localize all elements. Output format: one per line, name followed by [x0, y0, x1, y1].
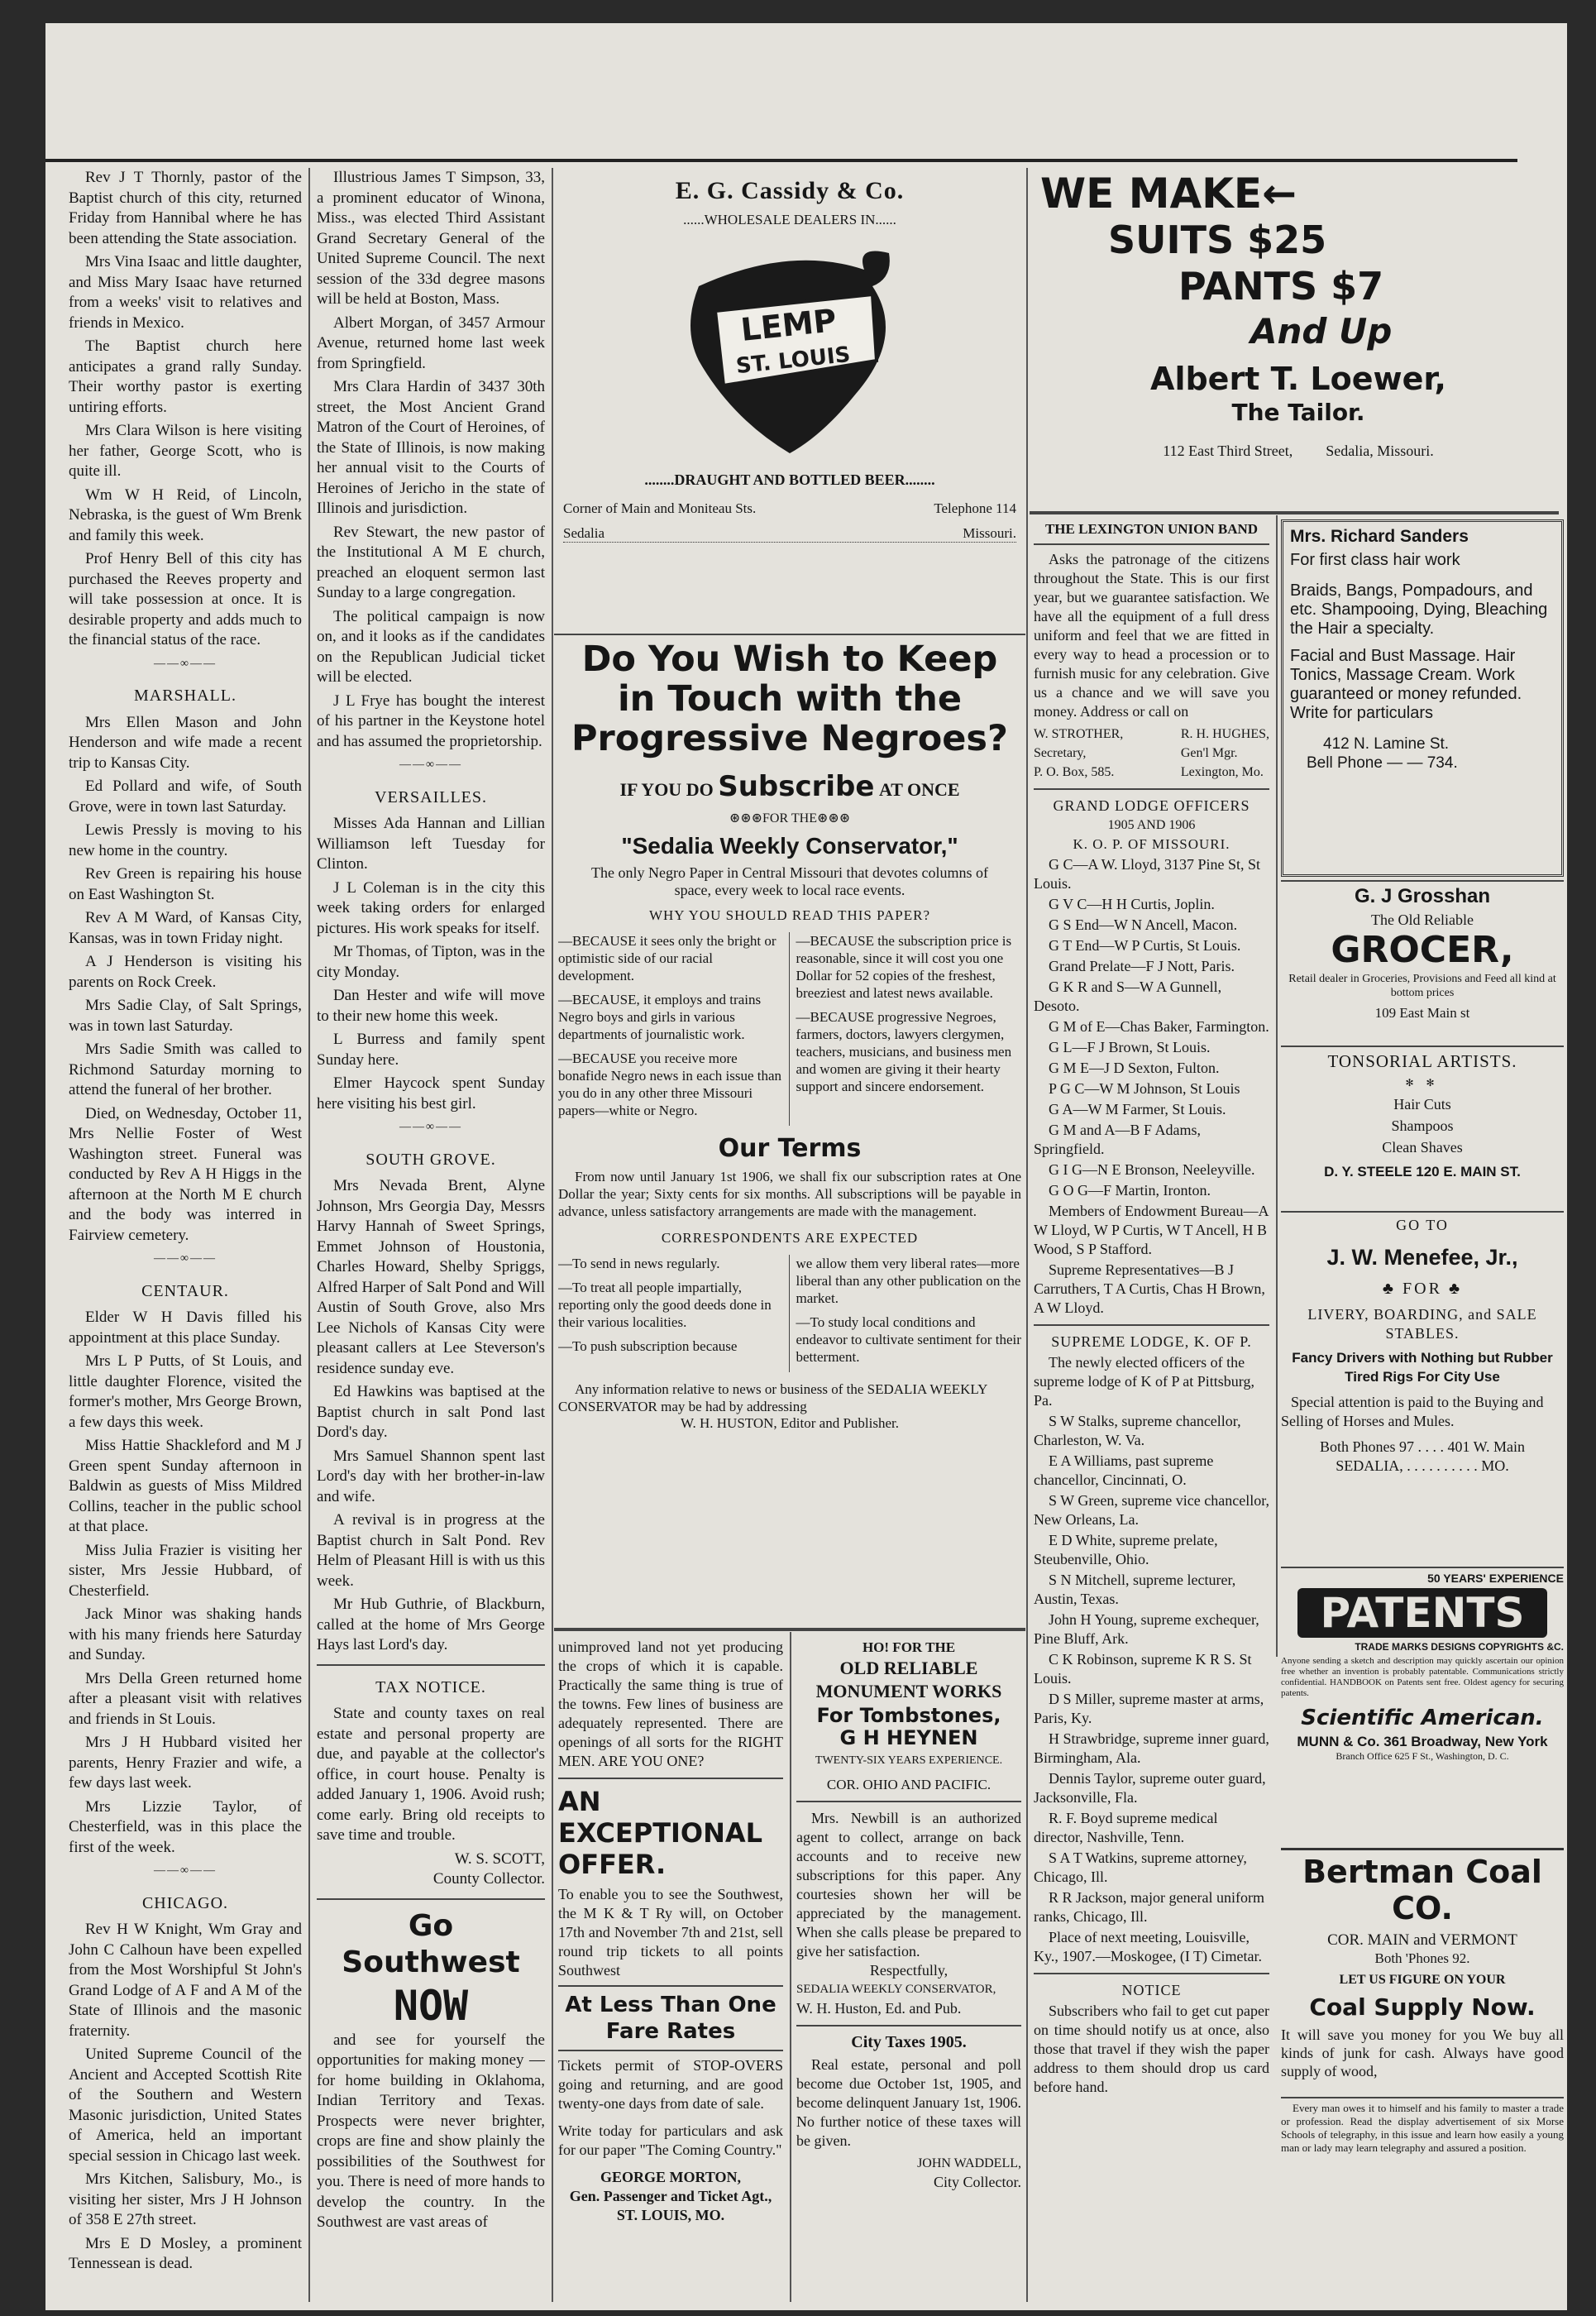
column-rule — [1026, 168, 1028, 2302]
telegraphy-notice: Every man owes it to himself and his family to master a trade or profession. Read the display advertisement of six Morse Schools of telegraphy, in this issue and learn how easily a young man or lady may learn telegraphy and assured a position. — [1281, 2102, 1564, 2154]
ad-text: TRADE MARKS DESIGNS COPYRIGHTS &C. — [1355, 1641, 1564, 1653]
section-heading: TAX NOTICE. — [375, 1677, 486, 1696]
news-item: Dan Hester and wife will move to their new home this week. — [317, 987, 545, 1025]
ad-text: Any information relative to news or business of the SEDALIA WEEKLY CONSERVATOR may be had by addressing — [558, 1381, 987, 1414]
divider-ornament: ——∞—— — [154, 1252, 217, 1265]
contact-title: Gen'l Mgr. — [1180, 746, 1238, 760]
ad-text: MUNN & Co. 361 Broadway, New York — [1297, 1734, 1548, 1749]
news-item: J L Frye has bought the interest of his partner in the Keystone hotel and has assumed the proprietorship. — [317, 691, 545, 750]
duty: —To treat all people impartially, reporting only the good deeds done in their various localities. — [558, 1280, 772, 1330]
section-heading: City Taxes 1905. — [851, 2033, 967, 2051]
address: 112 East Third Street, — [1163, 443, 1293, 459]
list-item: Supreme Representatives—B J Carruthers, T A Curtis, Chas H Brown, A W Lloyd. — [1034, 1261, 1265, 1316]
news-item: Prof Henry Bell of this city has purchased the Reeves property and will take possession at once. It is desirable property and adds much to the financial status of the race. — [69, 550, 302, 648]
section-heading: CENTAUR. — [141, 1281, 229, 1300]
news-item: Jack Minor was shaking hands with his many friends here Saturday and Sunday. — [69, 1605, 302, 1663]
conservator-ad: Do You Wish to Keep in Touch with the Progressive Negroes? IF YOU DO Subscribe AT ONCE ⊛⊛⊛FOR THE⊛⊛⊛ "Sedalia Weekly Conservator," The only Negro Paper in Central Missouri that devotes columns of space, every week to local race events. WHY YOU SHOULD READ THIS PAPER? —BECAUSE it sees only the bright or optimistic side of our racial development. —BECAUSE, it employs and trains Negro boys and girls in various departments of journalistic work. —BECAUSE you receive more bonafide Negro news in each issue than you do in any other three Missouri papers—white or Negro. —BECAUSE the subscription price is reasonable, since it will cost you one Dollar for 52 copies of the freshest, breeziest and latest news available. —BECAUSE progressive Negroes, farmers, doctors, lawyers clergymen, teachers, musicians, and business men and women are giving it their hearty support and sincere endorsement. Our Terms From now until January 1st 1906, we shall fix our subscription rates at One Dollar the year; Sixty cents for six months. All subscriptions will be payable in advance, unless satisfactory arrangements are made with the management. CORRESPONDENTS ARE EXPECTED —To send in news regularly. —To treat all people impartially, reporting only the good deeds done in their various localities. —To push subscription because we allow them very liberal rates—more liberal than any other publication on the market. —To study local conditions and endeavor to cultivate sentiment for their betterment. Any information relative to news or business of the SEDALIA WEEKLY CONSERVATOR may be had by addressing W. H. HUSTON, Editor and Publisher. — [558, 639, 1021, 1431]
clover-icon: ♣ — [1382, 1280, 1397, 1298]
column-2 — [317, 168, 545, 2294]
list-item: P G C—W M Johnson, St Louis — [1049, 1080, 1240, 1097]
section-heading: GRAND LODGE OFFICERS — [1053, 797, 1250, 814]
ad-name: Albert T. Loewer, — [1150, 361, 1446, 397]
list-item: Place of next meeting, Louisville, Ky., 1907.—Moskogee, (I T) Cimetar. — [1034, 1929, 1262, 1964]
list-item: D S Miller, supreme master at arms, Paris, Ky. — [1034, 1691, 1264, 1726]
list-item: H Strawbridge, supreme inner guard, Birmingham, Ala. — [1034, 1730, 1269, 1766]
news-item: Mrs Della Green returned home after a pleasant visit with relatives and friends in St Louis. — [69, 1669, 302, 1728]
ad-headline: For Tombstones, — [816, 1704, 1001, 1727]
ad-body: To enable you to see the Southwest, the M K & T Ry will, on October 17th and November 7th and 21st, sell round trip tickets to all points Southwest — [558, 1886, 783, 1979]
ad-text: Fancy Drivers with Nothing but Rubber Tired Rigs For City Use — [1292, 1350, 1553, 1385]
list-item: C K Robinson, supreme K R S. St Louis. — [1034, 1651, 1252, 1687]
ad-text: FOR THE — [762, 811, 817, 825]
ad-headline: Bertman Coal CO. — [1302, 1854, 1542, 1926]
ad-text: Anyone sending a sketch and description may quickly ascertain our opinion free whether an invention is probably patentable. Communications strictly confidential. HANDBOOK on Patents sent free. Oldest agency for securing patents. — [1281, 1656, 1564, 1698]
supreme-officers-list — [1034, 1353, 1269, 1966]
column-5 — [1034, 519, 1269, 2298]
divider-ornament: ——∞—— — [399, 758, 462, 771]
ad-title: E. G. Cassidy & Co. — [675, 177, 905, 204]
news-item: Wm W H Reid, of Lincoln, Nebraska, is the guest of Wm Brenk and family this week. — [69, 486, 302, 544]
cassidy-ad — [558, 170, 1021, 634]
news-item: Mrs Samuel Shannon spent last Lord's day with her brother-in-law and wife. — [317, 1447, 545, 1505]
ad-text: The Old Reliable — [1371, 912, 1474, 928]
ad-body: Write today for particulars and ask for our paper "The Coming Country." — [558, 2122, 783, 2158]
duty: —To push subscription because — [558, 1338, 738, 1354]
news-item: Mrs J H Hubbard visited her parents, Henry Frazier and wife, a few days last week. — [69, 1734, 302, 1792]
ad-text: IF YOU DO — [619, 779, 714, 800]
duty: —To send in news regularly. — [558, 1256, 720, 1271]
city: Sedalia — [563, 525, 605, 541]
signature: W. H. Huston, Ed. and Pub. — [796, 2000, 962, 2017]
logo-text: LEMP — [738, 302, 839, 349]
news-item: Rev Stewart, the new pastor of the Institutional A M E church, preached an eloquent sermon last Sunday to a large congregation. — [317, 523, 545, 601]
news-item: United Supreme Council of the Ancient and Accepted Scottish Rite of the Southern and Western Masonic jurisdiction, United States of America, held an important special session in Chicago last week. — [69, 2046, 302, 2165]
news-item: Mrs Clara Hardin of 3437 30th street, the Most Ancient Grand Matron of the Court of Heroines, of the State of Illinois, is now making her annual visit to the Courts of Heroines of Jericho in the state of Illinois and jurisdiction. — [317, 378, 545, 517]
ad-name: Mrs. Richard Sanders — [1290, 527, 1469, 546]
divider — [554, 634, 1025, 635]
southwest-ad-continued — [558, 1638, 783, 2299]
address: 412 N. Lamine St. — [1323, 735, 1450, 753]
sanders-ad — [1281, 519, 1564, 877]
ad-name: G H HEYNEN — [839, 1726, 978, 1749]
top-rule — [45, 159, 1517, 162]
list-item: S W Green, supreme vice chancellor, New Orleans, La. — [1034, 1492, 1269, 1528]
section-subheading: K. O. P. OF MISSOURI. — [1073, 836, 1230, 852]
ad-text: The only Negro Paper in Central Missouri that devotes columns of space, every week to local race events. — [591, 864, 988, 898]
news-item: Miss Hattie Shackleford and M J Green spent Sunday afternoon in Baldwin as guests of Miss Mildred Collins, teacher in the public school at that place. — [69, 1437, 302, 1535]
ad-text: It will save you money for you We buy all kinds of junk for cash. Always have good supply of wood, — [1281, 2026, 1564, 2079]
duties-left — [558, 1255, 790, 1372]
news-item: Mrs Ellen Mason and John Henderson and wife made a recent trip to Kansas City. — [69, 713, 302, 772]
notice-text: Subscribers who fail to get cut paper on time should notify us at once, also those that travel if they wish the paper address to them should drop us card before hand. — [1034, 2003, 1269, 2095]
ad-text: LET US FIGURE ON YOUR — [1339, 1973, 1506, 1987]
address: COR. MAIN and VERMONT — [1327, 1931, 1517, 1949]
duty: —To study local conditions and endeavor to cultivate sentiment for their betterment. — [796, 1314, 1021, 1365]
reason: —BECAUSE, it employs and trains Negro boys and girls in various departments of journalistic work. — [558, 992, 762, 1042]
ad-text: Braids, Bangs, Pompadours, and etc. Shampooing, Dying, Bleaching the Hair a specialty. — [1290, 581, 1548, 638]
list-item: R. F. Boyd supreme medical director, Nashville, Tenn. — [1034, 1810, 1218, 1845]
list-item: G M of E—Chas Baker, Farmington. — [1049, 1018, 1269, 1035]
tonsorial-ad: TONSORIAL ARTISTS. ✻ ✻ Hair Cuts Shampoos Clean Shaves D. Y. STEELE 120 E. MAIN ST. — [1281, 1050, 1564, 1208]
contact-address: P. O. Box, 585. — [1034, 765, 1115, 779]
divider — [554, 1628, 1025, 1631]
news-item: A revival is in progress at the Baptist church in Salt Pond. Rev Helm of Pleasant Hill is with us this week. — [317, 1511, 545, 1590]
ad-subtitle: ......WHOLESALE DEALERS IN...... — [683, 212, 896, 227]
patents-ad — [1281, 1572, 1564, 1845]
signature: W. H. HUSTON, Editor and Publisher. — [681, 1415, 899, 1431]
ad-text: Special attention is paid to the Buying and Selling of Horses and Mules. — [1281, 1394, 1544, 1429]
news-item: Rev Green is repairing his house on East Washington St. — [69, 865, 302, 903]
ad-text: FOR — [1402, 1280, 1442, 1298]
column-1 — [69, 168, 302, 2278]
duties-right — [796, 1255, 1022, 1372]
news-item: Rev A M Ward, of Kansas City, Kansas, was in town Friday night. — [69, 909, 302, 947]
ad-headline: PATENTS — [1297, 1588, 1547, 1638]
list-item: R R Jackson, major general uniform ranks, Chicago, Ill. — [1034, 1889, 1264, 1925]
address: Corner of Main and Moniteau Sts. — [563, 500, 757, 516]
list-item: G T End—W P Curtis, St Louis. — [1049, 937, 1241, 954]
section-heading: CHICAGO. — [141, 1893, 229, 1912]
ad-headline: At Less Than One Fare Rates — [565, 1993, 776, 2044]
service: Hair Cuts — [1393, 1096, 1451, 1113]
ad-text: TWENTY-SIX YEARS EXPERIENCE. — [815, 1754, 1003, 1767]
list-item: John H Young, supreme exchequer, Pine Bluff, Ark. — [1034, 1611, 1259, 1647]
news-item: Mrs E D Mosley, a prominent Tennessean is dead. — [69, 2234, 302, 2272]
news-item: J L Coleman is in the city this week taking orders for enlarged pictures. His work speaks for itself. — [317, 878, 545, 937]
address: D. Y. STEELE 120 E. MAIN ST. — [1324, 1164, 1521, 1180]
news-item: Mrs Clara Wilson is here visiting her father, George Scott, who is quite ill. — [69, 422, 302, 480]
list-item: E D White, supreme prelate, Steubenville, Ohio. — [1034, 1532, 1218, 1567]
list-item: G S End—W N Ancell, Macon. — [1049, 916, 1238, 933]
news-item: Elmer Haycock spent Sunday here visiting his best girl. — [317, 1074, 545, 1113]
list-item: G K R and S—W A Gunnell, Desoto. — [1034, 979, 1222, 1014]
list-item: S N Mitchell, supreme lecturer, Austin, Texas. — [1034, 1572, 1236, 1607]
contact-title: Secretary, — [1034, 746, 1087, 760]
service: Clean Shaves — [1382, 1139, 1463, 1156]
section-heading: MARSHALL. — [133, 687, 237, 705]
contact-name: W. STROTHER, — [1034, 727, 1124, 741]
ad-text: Branch Office 625 F St., Washington, D. C. — [1336, 1750, 1509, 1762]
ad-text: LIVERY, BOARDING, and SALE STABLES. — [1307, 1306, 1537, 1342]
state: Missouri. — [963, 525, 1016, 541]
reason: —BECAUSE progressive Negroes, farmers, doctors, lawyers clergymen, teachers, musicians, and business men and women are giving it their hearty support and sincere endorsement. — [796, 1009, 1012, 1094]
ad-text: GO TO — [1396, 1217, 1449, 1233]
ad-headline: Coal Supply Now. — [1309, 1993, 1536, 2021]
address: 109 East Main st — [1374, 1005, 1470, 1021]
column-rule — [308, 168, 310, 2302]
signature-title: County Collector. — [432, 1870, 545, 1888]
ad-headline: SUITS $25 — [1108, 218, 1327, 262]
news-item: Mr Thomas, of Tipton, was in the city Monday. — [317, 943, 545, 981]
ad-headline: OLD RELIABLE MONUMENT WORKS — [815, 1658, 1002, 1701]
loewer-tailor-ad — [1034, 170, 1563, 510]
news-item: Mrs Kitchen, Salisbury, Mo., is visiting her sister, Mrs J H Johnson of 358 E 27th street. — [69, 2170, 302, 2228]
tax-notice-text: State and county taxes on real estate and personal property are due, and payable at the collector's office, in court house. Penalty is added January 1, 1906. Avoid rush; come early. Bring old receipts to save time and trouble. — [317, 1705, 545, 1844]
ad-text: Retail dealer in Groceries, Provisions and Feed all kind at bottom prices — [1288, 973, 1556, 999]
ad-headline: WE MAKE← — [1040, 170, 1297, 218]
signature: JOHN WADDELL, — [917, 2156, 1021, 2170]
divider — [317, 1664, 545, 1666]
ad-body: Tickets permit of STOP-OVERS going and returning, and are good twenty-one days from date of sale. — [558, 2057, 783, 2112]
signature: GEORGE MORTON, — [600, 2169, 742, 2185]
monument-and-notices — [796, 1638, 1021, 2299]
notice-text: Real estate, personal and poll become due October 1st, 1905, and become delinquent January 1st, 1906. No further notice of these taxes will be given. — [796, 2056, 1021, 2149]
divider — [1030, 511, 1559, 514]
section-heading: VERSAILLES. — [375, 787, 487, 806]
ad-text: For first class hair work — [1290, 551, 1460, 569]
reason: —BECAUSE it sees only the bright or optimistic side of our racial development. — [558, 933, 776, 983]
phone: Both Phones 97 . . . . 401 W. Main — [1319, 1438, 1526, 1455]
list-item: The newly elected officers of the supreme lodge of K of P at Pittsburg, Pa. — [1034, 1354, 1254, 1409]
column-rule — [552, 168, 553, 2302]
lemp-shield-logo — [666, 237, 914, 460]
column-rule — [1276, 515, 1278, 1657]
list-item: Grand Prelate—F J Nott, Paris. — [1049, 958, 1235, 974]
news-item: Ed Hawkins was baptised at the Baptist church in salt Pond last Dord's day. — [317, 1383, 545, 1441]
list-item: G C—A W. Lloyd, 3137 Pine St, St Louis. — [1034, 856, 1261, 892]
contact-address: Lexington, Mo. — [1180, 765, 1264, 779]
news-item: Mrs Sadie Smith was called to Richmond Saturday morning to attend the funeral of her brother. — [69, 1041, 302, 1098]
list-item: S W Stalks, supreme chancellor, Charleston, W. Va. — [1034, 1413, 1241, 1448]
ad-headline: PANTS $7 — [1178, 264, 1384, 309]
news-item: Misses Ada Hannan and Lillian Williamson left Tuesday for Clinton. — [317, 815, 545, 873]
reason: —BECAUSE you receive more bonafide Negro news in each issue than you do in any other three Missouri papers—white or Negro. — [558, 1050, 782, 1118]
news-item: A J Henderson is visiting his parents on Rock Creek. — [69, 953, 302, 991]
reasons-left — [558, 932, 790, 1126]
reasons-right — [796, 932, 1022, 1126]
list-item: G V C—H H Curtis, Joplin. — [1049, 896, 1215, 912]
list-item: Members of Endowment Bureau—A W Lloyd, W P Curtis, W T Ancell, H B Wood, S P Stafford. — [1034, 1203, 1269, 1257]
newspaper-page — [45, 23, 1567, 2310]
column-6 — [1281, 519, 1564, 2298]
divider-ornament: ——∞—— — [399, 1121, 462, 1133]
news-item: Mrs L P Putts, of St Louis, and little daughter Florence, visited the former's mother, Mrs George Brown, a few days this week. — [69, 1352, 302, 1431]
news-item: Mrs Sadie Clay, of Salt Springs, was in town last Saturday. — [69, 997, 302, 1035]
news-item: Mrs Vina Isaac and little daughter, and Miss Mary Isaac have returned from a weeks' visit to relatives and friends in Mexico. — [69, 253, 302, 332]
news-item: Miss Julia Frazier is visiting her sister, Mrs Jessie Hubbard, of Chesterfield. — [69, 1541, 302, 1600]
ad-headline: GROCER, — [1331, 929, 1514, 971]
ad-headline: Do You Wish to Keep in Touch with the Progressive Negroes? — [571, 639, 1008, 759]
signature: Respectfully, — [869, 1962, 949, 1979]
lodge-officers-list — [1034, 855, 1269, 1318]
list-item: E A Williams, past supreme chancellor, Cincinnati, O. — [1034, 1452, 1214, 1488]
contact-name: R. H. HUGHES, — [1180, 727, 1269, 741]
ad-headline: Go Southwest — [342, 1908, 520, 1979]
section-heading: NOTICE — [1121, 1982, 1182, 1998]
ad-subtitle: The Tailor. — [1231, 399, 1365, 426]
list-item: S A T Watkins, supreme attorney, Chicago, Ill. — [1034, 1849, 1247, 1885]
section-subheading: 1905 AND 1906 — [1107, 818, 1196, 832]
paper-name: "Sedalia Weekly Conservator," — [621, 833, 958, 859]
local-news — [69, 168, 302, 651]
list-item: G O G—F Martin, Ironton. — [1049, 1182, 1211, 1199]
ad-text: AT ONCE — [878, 779, 960, 800]
ad-body: unimproved land not yet producing the crops of which it is capable. Practically the same thing is true of the towns. Few lines of business are adequately represented. There are openings of all sorts for the RIGHT MEN. ARE YOU ONE? — [558, 1639, 783, 1769]
phone: Bell Phone — — 734. — [1307, 754, 1458, 772]
ad-headline: AN EXCEPTIONAL OFFER. — [558, 1786, 763, 1880]
ad-text: COR. OHIO AND PACIFIC. — [826, 1777, 992, 1792]
news-item: Mrs Nevada Brent, Alyne Johnson, Mrs Georgia Day, Messrs Harvy Hannah of Sweet Springs, Emmet Johnson of Houstonia, Charles Howard, Shelby Spriggs, Alfred Harper of Salt Pond and Will Austin of South Grove, also Mrs Lee Nichols of Kansas City were pleasant callers at Lee Steverson's residence sunday eve. — [317, 1177, 545, 1377]
news-item: Albert Morgan, of 3457 Armour Avenue, returned home last week from Springfield. — [317, 313, 545, 372]
divider-ornament: ——∞—— — [154, 657, 217, 670]
news-item: Rev J T Thornly, pastor of the Baptist church of this city, returned Friday from Hannibal where he has been attending the State association. — [69, 169, 302, 247]
ad-body: and see for yourself the opportunities for making money — for home building in Oklahoma, Indian Territory and Texas. Prospects were never brighter, crops are fine and show plainly the possibilities of the Southwest for you. There is need of more hands to develop the country. In the Southwest are vast areas of — [317, 2031, 545, 2231]
clover-icon: ♣ — [1448, 1280, 1463, 1298]
section-heading: SUPREME LODGE, K. OF P. — [1051, 1333, 1252, 1350]
news-item: Mrs Lizzie Taylor, of Chesterfield, was in this place the first of the week. — [69, 1797, 302, 1856]
signature-title: City Collector. — [934, 2174, 1021, 2190]
news-item: Lewis Pressly is moving to his new home in the country. — [69, 821, 302, 859]
terms-text: From now until January 1st 1906, we shall fix our subscription rates at One Dollar the year; Sixty cents for six months. All subscriptions will be payable in advance, unless satisfactory arrangements are made with the management. — [558, 1169, 1021, 1219]
telephone: Telephone 114 — [934, 500, 1016, 516]
section-heading: CORRESPONDENTS ARE EXPECTED — [661, 1230, 919, 1246]
list-item: G A—W M Farmer, St Louis. — [1049, 1101, 1226, 1117]
news-item: The Baptist church here anticipates a grand rally Sunday. Their worthy pastor is exerting untiring efforts. — [69, 337, 302, 416]
ad-headline: NOW — [393, 1981, 469, 2030]
signature-title: Gen. Passenger and Ticket Agt., — [569, 2188, 772, 2204]
ad-headline: TONSORIAL ARTISTS. — [1327, 1051, 1517, 1071]
service: Shampoos — [1391, 1117, 1454, 1134]
column-rule — [790, 1632, 791, 2302]
news-item: Died, on Wednesday, October 11, Mrs Nellie Foster of West Washington street. Funeral was conducted by Rev A H Higgs in the afternoon at the North M E church and the body was interred in Fairview cemetery. — [69, 1104, 302, 1244]
logo-text: ST. LOUIS — [734, 342, 852, 380]
ad-headline: And Up — [1250, 311, 1393, 352]
ad-text: WHY YOU SHOULD READ THIS PAPER? — [648, 907, 930, 923]
list-item: G L—F J Brown, St Louis. — [1049, 1039, 1211, 1055]
list-item: Dennis Taylor, supreme outer guard, Jacksonville, Fla. — [1034, 1770, 1266, 1806]
ad-name: J. W. Menefee, Jr., — [1326, 1245, 1518, 1270]
list-item: G M and A—B F Adams, Springfield. — [1034, 1122, 1202, 1157]
signature: W. S. SCOTT, — [454, 1849, 545, 1868]
ad-headline: Scientific American. — [1301, 1706, 1544, 1730]
city: Sedalia, Missouri. — [1326, 443, 1434, 459]
ad-name: G. J Grosshan — [1354, 885, 1491, 907]
news-item: The political campaign is now on, and it looks as if the candidates on the Republican Judicial ticket will be elected. — [317, 607, 545, 686]
news-item: Ed Pollard and wife, of South Grove, were in town last Saturday. — [69, 778, 302, 816]
news-item: Illustrious James T Simpson, 33, a prominent educator of Winona, Miss., was elected Third Assistant Grand Secretary General of the United Supreme Council. The next session of the 33d degree masons will be held at Boston, Mass. — [317, 169, 545, 308]
ad-text: HO! FOR THE — [862, 1639, 956, 1655]
divider — [317, 1898, 545, 1900]
ad-text: 50 YEARS' EXPERIENCE — [1427, 1572, 1564, 1585]
duty: we allow them very liberal rates—more liberal than any other publication on the market. — [796, 1256, 1021, 1306]
section-heading: THE LEXINGTON UNION BAND — [1044, 521, 1259, 537]
divider-ornament: ——∞—— — [154, 1864, 217, 1877]
ad-text: Facial and Bust Massage. Hair Tonics, Massage Cream. Work guaranteed or money refunded. Write for particulars — [1290, 647, 1522, 722]
ad-line: ........DRAUGHT AND BOTTLED BEER........ — [644, 471, 935, 488]
list-item: G I G—N E Bronson, Neeleyville. — [1049, 1161, 1255, 1178]
grosshan-ad — [1281, 885, 1564, 1042]
signature: SEDALIA WEEKLY CONSERVATOR, — [796, 1983, 996, 1996]
list-item: G M E—J D Sexton, Fulton. — [1049, 1060, 1220, 1076]
news-item: Elder W H Davis filled his appointment at this place Sunday. — [69, 1309, 302, 1347]
bertman-ad — [1281, 1854, 1564, 2093]
news-item: Rev H W Knight, Wm Gray and John C Calhoun have been expelled from the Most Worshipful St John's Grand Lodge of A F and A M of the State of Illinois and the masonic fraternity. — [69, 1921, 302, 2040]
menefee-ad — [1281, 1216, 1564, 1563]
band-text: Asks the patronage of the citizens throughout the State. This is our first year, but we guarantee satisfaction. We have all the equipment of a full dress uniform and feel that we are fitted in every way to head a procession or to furnish music for any celebration. Give us a chance and we will save you money. Address or call on — [1034, 551, 1269, 720]
terms-heading: Our Terms — [718, 1134, 862, 1163]
news-item: L Burress and family spent Sunday here. — [317, 1031, 545, 1069]
phone: Both 'Phones 92. — [1374, 1950, 1470, 1966]
ad-text: Subscribe — [718, 770, 875, 803]
news-item: Mr Hub Guthrie, of Blackburn, called at the home of Mrs George Hays last Lord's day. — [317, 1596, 545, 1653]
notice-text: Mrs. Newbill is an authorized agent to collect, arrange on back accounts and to receive new subscriptions for this paper. Any courtesies shown her will be appreciated by the management. When she calls please be prepared to give her satisfaction. — [796, 1810, 1021, 1960]
city: SEDALIA, . . . . . . . . . . MO. — [1336, 1457, 1509, 1474]
reason: —BECAUSE the subscription price is reasonable, since it will cost you one Dollar for 52 copies of the freshest, breeziest and latest news available. — [796, 933, 1012, 1001]
signature-place: ST. LOUIS, MO. — [616, 2207, 725, 2223]
section-heading: SOUTH GROVE. — [366, 1150, 496, 1169]
